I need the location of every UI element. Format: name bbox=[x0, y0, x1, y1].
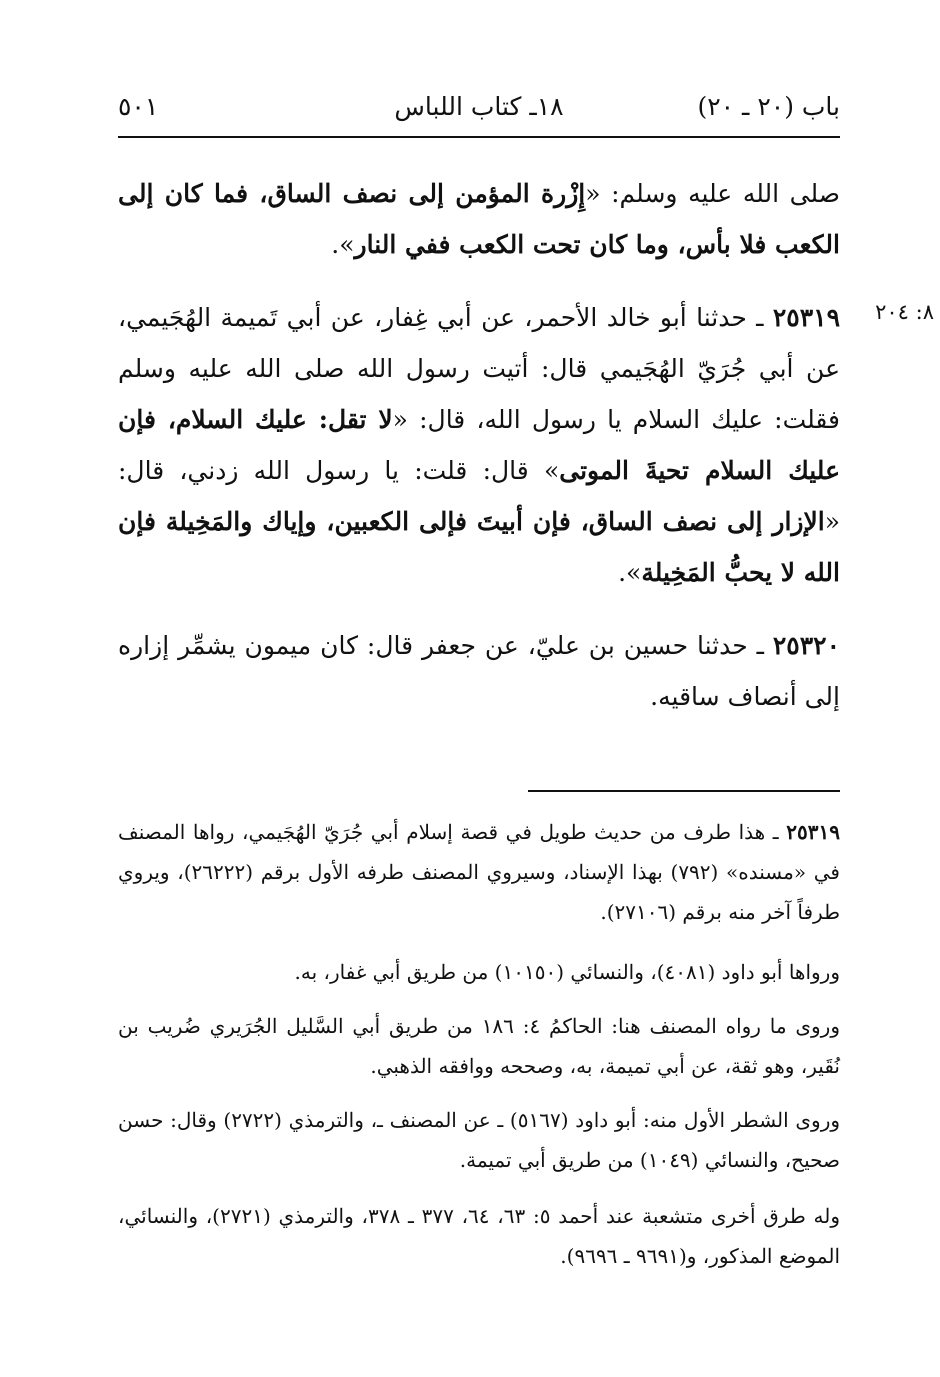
paragraph-hadith-25319 bbox=[118, 292, 840, 598]
hadith-quote: إِزْرة المؤمن إلى نصف الساق، فما كان إلى الكعب فلا بأس، وما كان تحت الكعب ففي النار bbox=[118, 179, 840, 259]
footnote-separator bbox=[528, 790, 840, 792]
header-chapter: باب (٢٠ ـ ٢٠) bbox=[697, 92, 840, 121]
hadith-number: ٢٥٣١٩ bbox=[772, 303, 840, 332]
footnote-paragraph: وله طرق أخرى متشعبة عند أحمد ٥: ٦٣، ٦٤، ٣٧٧ ـ ٣٧٨، والترمذي (٢٧٢١)، والنسائي، الموضع المذكور، و(٩٦٩١ ـ ٩٦٩٦). bbox=[118, 1204, 840, 1268]
paragraph-hadith-25320 bbox=[118, 620, 840, 722]
hadith-quote: لا تقل: عليك السلام، فإن عليك السلام تحيةَ الموتى bbox=[118, 405, 841, 485]
footnote-25319 bbox=[118, 812, 840, 932]
paragraph-text: ». bbox=[618, 558, 642, 587]
paragraph-hadith-continuation bbox=[118, 168, 840, 270]
paragraph-text: » قال: قلت: يا رسول الله زدني، قال: « bbox=[118, 456, 840, 536]
paragraph-text: ـ حدثنا حسين بن عليّ، عن جعفر قال: كان ميمون يشمِّر إزاره إلى أنصاف ساقيه. bbox=[118, 631, 840, 711]
paragraph-text: ـ حدثنا أبو خالد الأحمر، عن أبي غِفار، عن أبي تَميمة الهُجَيمي، عن أبي جُرَيّ الهُجَيمي قال: أتيت رسول الله صلى الله عليه وسلم فقلت: عليك السلام يا رسول الله، قال: « bbox=[118, 303, 840, 434]
footnote-paragraph: ورواها أبو داود (٤٠٨١)، والنسائي (١٠١٥٠) من طريق أبي غفار، به. bbox=[294, 960, 840, 984]
margin-reference: ٨: ٢٠٤ bbox=[875, 300, 934, 324]
header-page-number: ٥٠١ bbox=[118, 92, 159, 121]
header-rule bbox=[118, 136, 840, 138]
footnote-text: ـ هذا طرف من حديث طويل في قصة إسلام أبي جُرَيّ الهُجَيمي، رواها المصنف في «مسنده» (٧٩٢) بهذا الإسناد، وسيروي المصنف طرفه الأول برقم (٢٦٢٢٢)، ويروي طرفاً آخر منه برقم (٢٧١٠٦). bbox=[118, 820, 840, 924]
running-header bbox=[118, 88, 840, 130]
header-book-title: ١٨ـ كتاب اللباس bbox=[394, 92, 564, 121]
footnote-paragraph: وروى ما رواه المصنف هنا: الحاكمُ ٤: ١٨٦ من طريق أبي السَّليل الجُرَيري ضُريب بن نُقَير، وهو ثقة، عن أبي تميمة، به، وصححه ووافقه الذهبي. bbox=[118, 1014, 840, 1078]
paragraph-text: ». bbox=[331, 230, 355, 259]
footnote-number: ٢٥٣١٩ bbox=[786, 820, 840, 844]
paragraph-text: صلى الله عليه وسلم: « bbox=[585, 179, 840, 208]
footnote-paragraph: وروى الشطر الأول منه: أبو داود (٥١٦٧) ـ عن المصنف ـ، والترمذي (٢٧٢٢) وقال: حسن صحيح، والنسائي (١٠٤٩) من طريق أبي تميمة. bbox=[118, 1108, 841, 1172]
hadith-number: ٢٥٣٢٠ bbox=[772, 631, 840, 660]
hadith-quote: الإزار إلى نصف الساق، فإن أبيتَ فإلى الكعبين، وإياك والمَخِيلة فإن الله لا يحبُّ المَخِيلة bbox=[118, 507, 840, 587]
